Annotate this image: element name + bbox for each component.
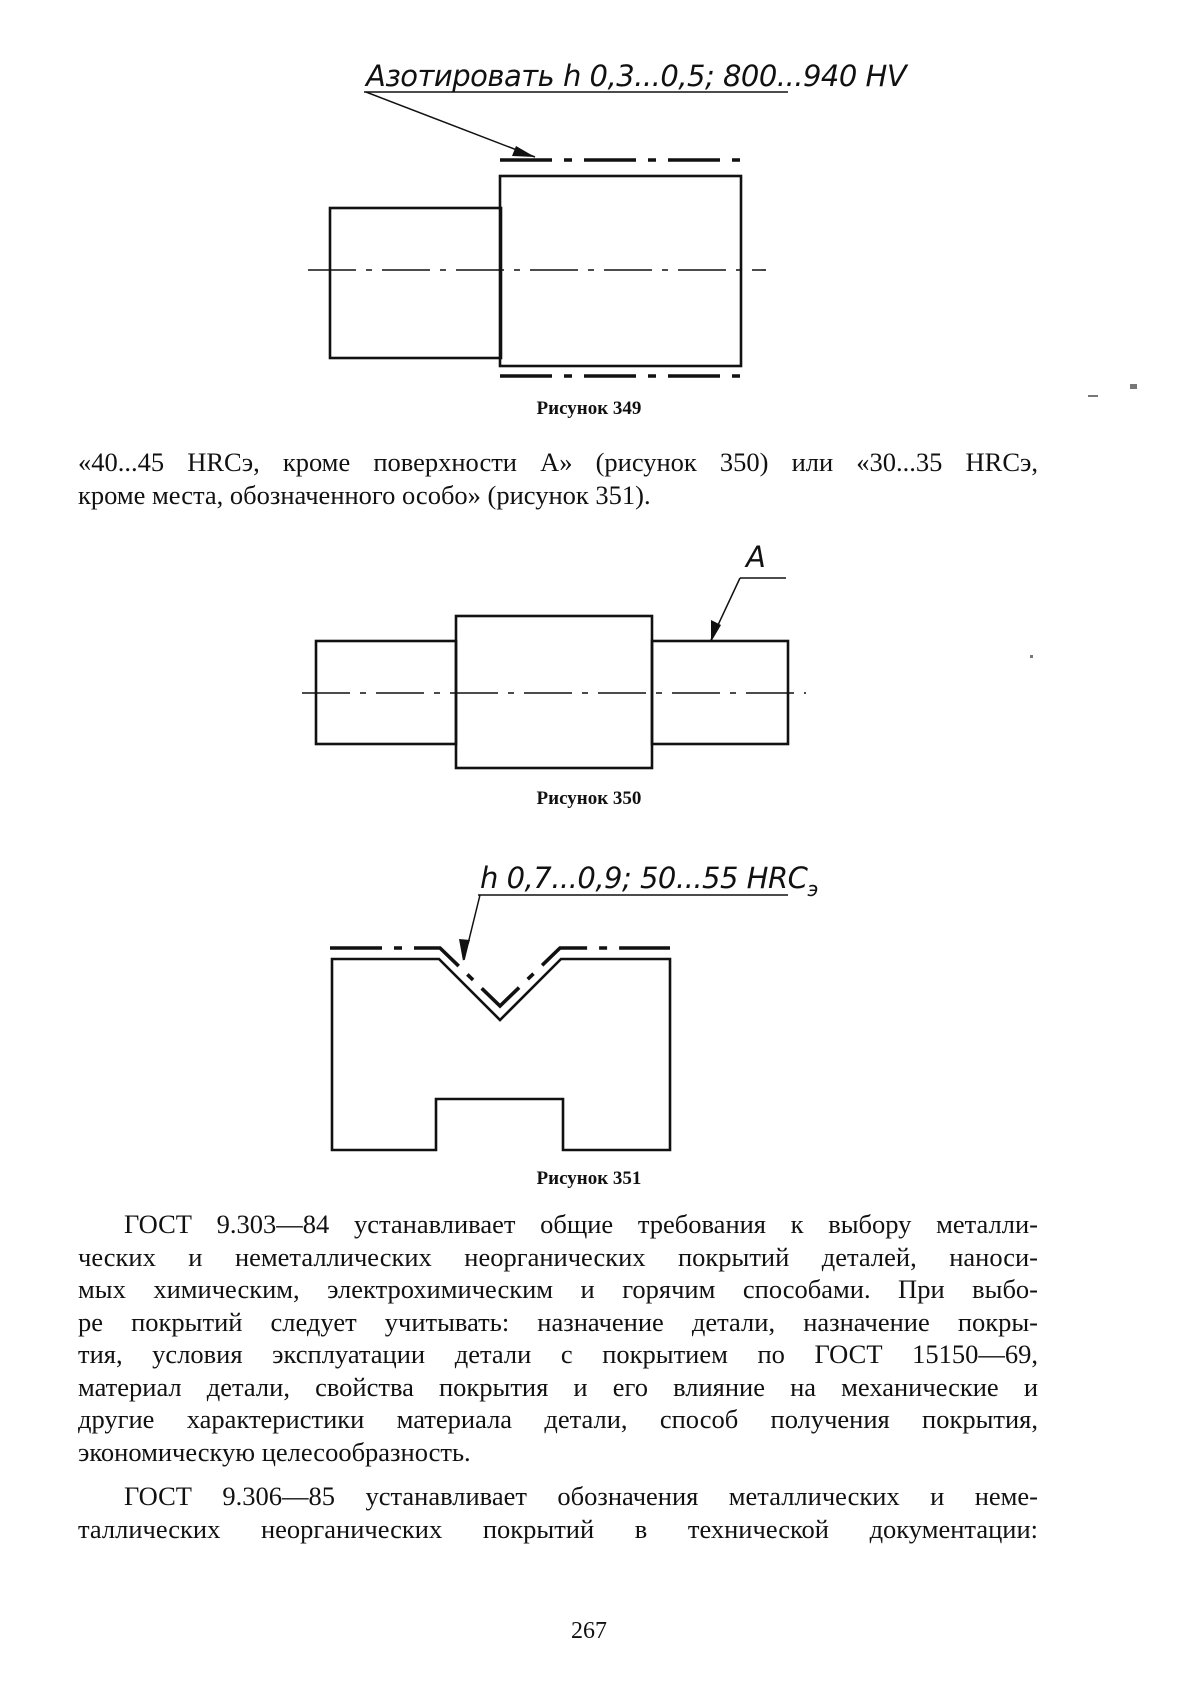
text-line: ГОСТ 9.303—84 устанавливает общие требования к выбору металли- bbox=[124, 1209, 1038, 1239]
figure-351-part-outline bbox=[332, 959, 670, 1150]
figure-351-annotation: h 0,7...0,9; 50...55 $HRC_э$ bbox=[480, 861, 818, 901]
paragraph-hardness-examples bbox=[78, 446, 1038, 511]
scan-speck bbox=[1030, 655, 1033, 658]
figure-349-large-step bbox=[500, 176, 741, 366]
figure-349-drawing bbox=[308, 59, 909, 376]
text-line: ГОСТ 9.306—85 устанавливает обозначения металлических и неме- bbox=[124, 1481, 1038, 1511]
text-line: экономическую целесообразность. bbox=[78, 1436, 471, 1467]
scan-speck bbox=[1130, 384, 1137, 389]
figure-350-annotation: A bbox=[746, 540, 766, 574]
figure-350-center-step bbox=[456, 616, 652, 768]
text-line: тия, условия эксплуатации детали с покрытием по ГОСТ 15150—69, bbox=[78, 1339, 1038, 1369]
figure-349-caption: Рисунок 349 bbox=[536, 398, 642, 419]
figure-349-small-step bbox=[330, 208, 501, 358]
text-line: «40...45 HRCэ, кроме поверхности А» (рисунок 350) или «30...35 HRCэ, bbox=[78, 447, 1038, 477]
figure-351-caption: Рисунок 351 bbox=[536, 1168, 642, 1189]
text-line: материал детали, свойства покрытия и его влияние на механические и bbox=[78, 1371, 1038, 1402]
paragraph-gost-9-303 bbox=[78, 1208, 1038, 1468]
text-line: другие характеристики материала детали, способ получения покрытия, bbox=[78, 1404, 1038, 1434]
figure-349-leader-line bbox=[366, 92, 535, 157]
page-number: 267 bbox=[571, 1618, 607, 1644]
text-line: кроме места, обозначенного особо» (рисунок 351). bbox=[78, 479, 651, 510]
text-line: ческих и неметаллических неорганических покрытий деталей, наноси- bbox=[78, 1241, 1038, 1272]
figure-350-caption: Рисунок 350 bbox=[536, 788, 642, 809]
scan-speck bbox=[1088, 395, 1098, 397]
figure-351-drawing bbox=[330, 861, 818, 1150]
figure-350-drawing bbox=[302, 540, 806, 768]
paragraph-gost-9-306 bbox=[78, 1480, 1038, 1545]
text-line: таллических неорганических покрытий в технической документации: bbox=[78, 1513, 1038, 1544]
figure-349-annotation: Азотировать h 0,3...0,5; 800...940 HV bbox=[366, 59, 907, 93]
figure-349-arrow bbox=[512, 146, 535, 157]
figure-351-coating-line bbox=[330, 948, 670, 1006]
text-line: мых химическим, электрохимическим и горячим способами. При выбо- bbox=[78, 1274, 1038, 1304]
text-line: ре покрытий следует учитывать: назначение детали, назначение покры- bbox=[78, 1306, 1038, 1337]
